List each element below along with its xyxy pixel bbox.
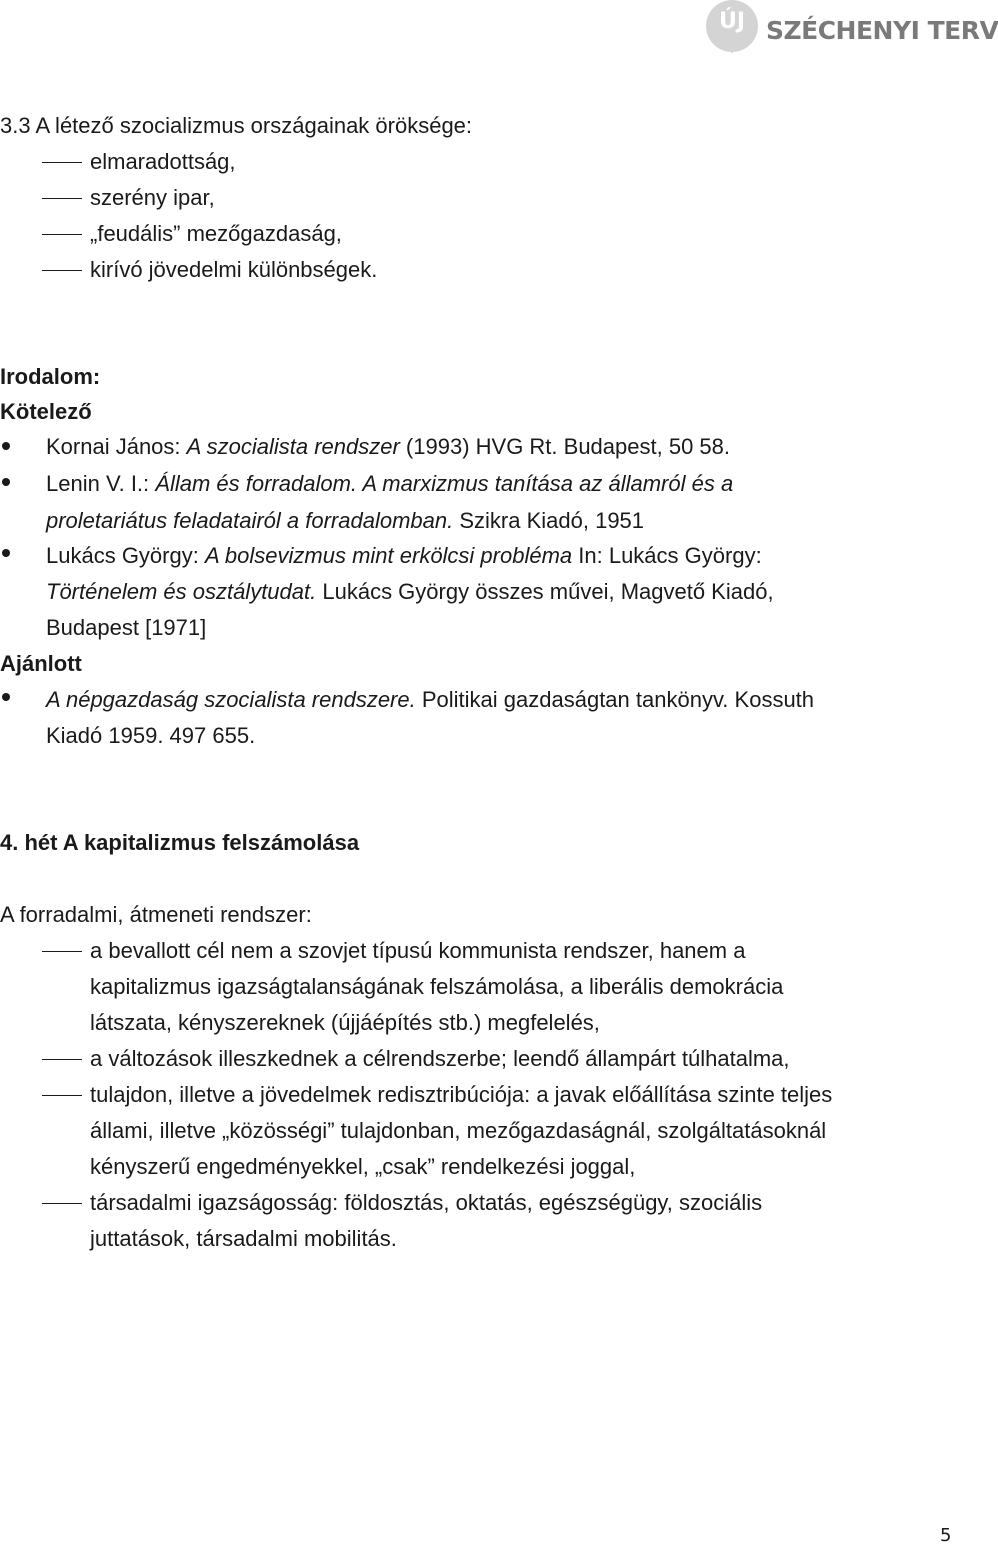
logo-text: SZÉCHENYI TERV xyxy=(766,16,998,45)
literature-title: Irodalom: xyxy=(0,364,101,389)
dash-bullet xyxy=(42,198,82,199)
reference-item-continued: proletariátus feladatairól a forradalomban. Szikra Kiadó, 1951 xyxy=(46,508,645,533)
logo-badge-text: ÚJ xyxy=(718,9,746,34)
logo-badge xyxy=(706,0,758,52)
reference-item: Lukács György: A bolsevizmus mint erkölcsi probléma In: Lukács György: xyxy=(46,543,762,568)
reference-item: A népgazdaság szocialista rendszere. Politikai gazdaságtan tankönyv. Kossuth xyxy=(46,687,815,712)
dash-bullet xyxy=(42,1203,82,1204)
reference-item: Lenin V. I.: Állam és forradalom. A marxizmus tanítása az államról és a xyxy=(46,471,734,496)
list-item: kirívó jövedelmi különbségek. xyxy=(90,257,378,282)
bullet-dot xyxy=(2,442,10,450)
list-item-line: tulajdon, illetve a jövedelmek redisztribúciója: a javak előállítása szinte teljes xyxy=(90,1082,833,1107)
required-label: Kötelező xyxy=(0,399,92,424)
list-item-line: állami, illetve „közösségi” tulajdonban, mezőgazdaságnál, szolgáltatásoknál xyxy=(90,1118,827,1143)
page-number: 5 xyxy=(940,1525,952,1546)
bullet-dot xyxy=(2,478,10,486)
list-item: „feudális” mezőgazdaság, xyxy=(90,221,342,246)
dash-bullet xyxy=(42,270,82,271)
list-item-line: látszata, kényszereknek (újjáépítés stb.) megfelelés, xyxy=(90,1010,600,1035)
list-item-line: a bevallott cél nem a szovjet típusú kommunista rendszer, hanem a xyxy=(90,938,746,963)
list-item: elmaradottság, xyxy=(90,149,236,174)
szechenyi-terv-logo xyxy=(706,0,998,54)
list-item-line: kapitalizmus igazságtalanságának felszámolása, a liberális demokrácia xyxy=(90,974,784,999)
section-heading: 3.3 A létező szocializmus országainak öröksége: xyxy=(0,113,473,138)
reference-item-continued: Történelem és osztálytudat. Lukács György összes művei, Magvető Kiadó, xyxy=(46,579,774,604)
dash-bullet xyxy=(42,234,82,235)
intro-text: A forradalmi, átmeneti rendszer: xyxy=(0,902,312,927)
dash-bullet xyxy=(42,1059,82,1060)
dash-bullet xyxy=(42,1095,82,1096)
bullet-dot xyxy=(2,693,10,701)
bullet-dot xyxy=(2,549,10,557)
list-item-line: a változások illeszkednek a célrendszerbe; leendő állampárt túlhatalma, xyxy=(90,1046,790,1071)
list-item-line: társadalmi igazságosság: földosztás, oktatás, egészségügy, szociális xyxy=(90,1190,763,1215)
reference-item-continued: Budapest [1971] xyxy=(46,615,207,640)
week-heading: 4. hét A kapitalizmus felszámolása xyxy=(0,830,360,855)
recommended-label: Ajánlott xyxy=(0,651,82,676)
list-item-line: juttatások, társadalmi mobilitás. xyxy=(90,1226,397,1251)
dash-bullet xyxy=(42,951,82,952)
reference-item: Kornai János: A szocialista rendszer (1993) HVG Rt. Budapest, 50 58. xyxy=(46,434,730,459)
map-pin-icon xyxy=(723,36,741,54)
list-item-line: kényszerű engedményekkel, „csak” rendelkezési joggal, xyxy=(90,1154,636,1179)
reference-item-continued: Kiadó 1959. 497 655. xyxy=(46,723,256,748)
list-item: szerény ipar, xyxy=(90,185,215,210)
dash-bullet xyxy=(42,162,82,163)
